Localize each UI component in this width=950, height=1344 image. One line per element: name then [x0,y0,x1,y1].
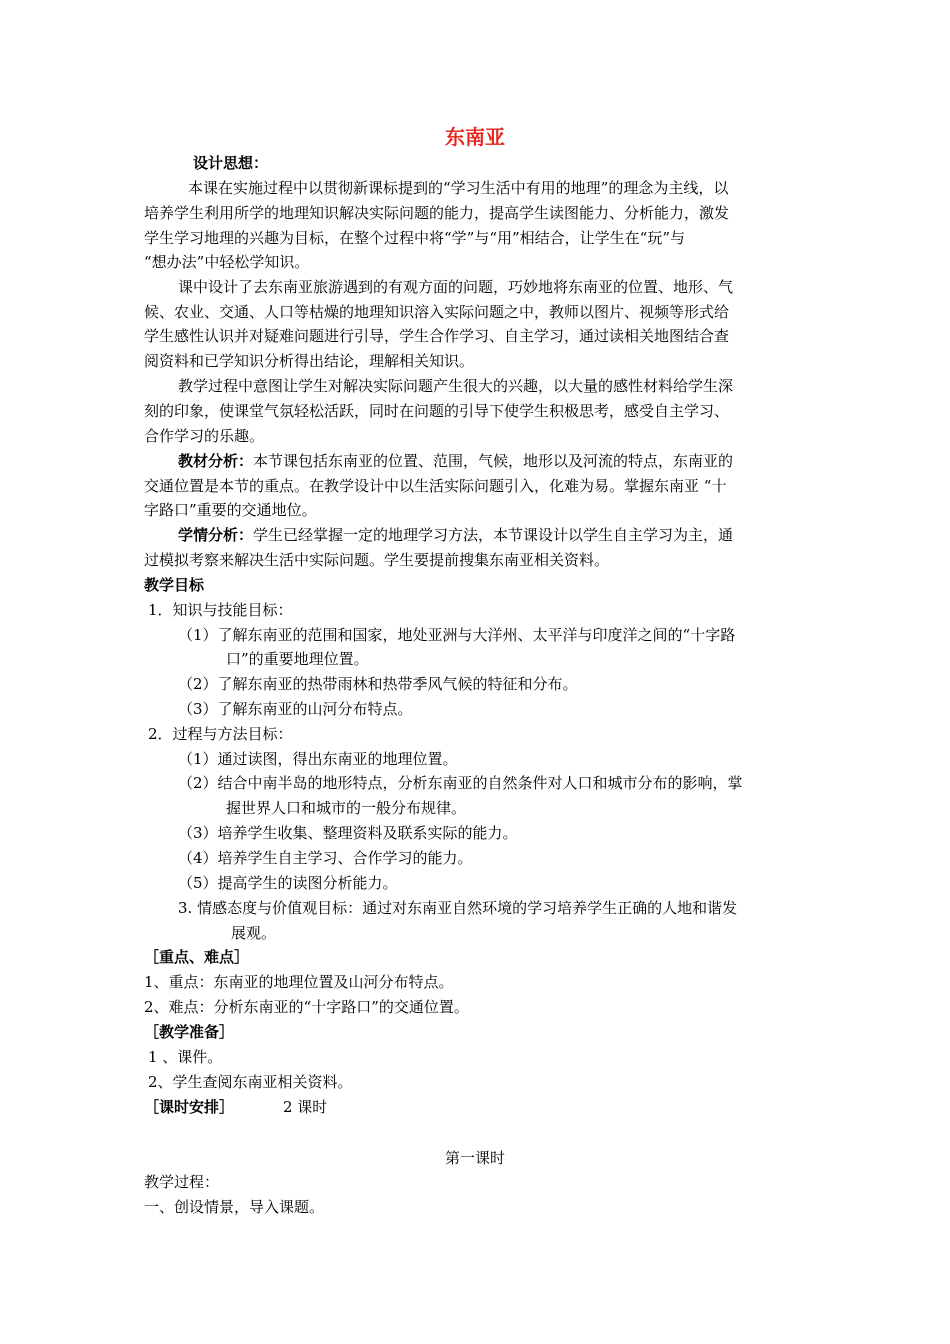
p5-line-1 [178,523,733,547]
goal-1-heading: 1．知识与技能目标： [148,601,293,619]
p1-line-2: 培养学生利用所学的地理知识解决实际问题的能力，提高学生读图能力、分析能力，激发 [144,204,730,222]
goal-1-item: （1）了解东南亚的范围和国家，地处亚洲与大洋州、太平洋与印度洋之间的“十字路 [178,626,736,644]
preparation-item: 1 、课件。 [148,1048,223,1066]
key-point-item: 2、难点：分析东南亚的“十字路口”的交通位置。 [144,998,469,1016]
step-1: 一、创设情景，导入课题。 [144,1198,325,1216]
goal-3-line-1: 3. 情感态度与价值观目标：通过对东南亚自然环境的学习培养学生正确的人地和谐发 [178,899,738,917]
process-label: 教学过程： [144,1173,220,1191]
goals-heading: 教学目标 [144,576,205,594]
p2-line-4: 阅资料和已学知识分析得出结论，理解相关知识。 [144,352,475,370]
goal-3-line-2: 展观。 [231,924,277,942]
goal-1-item: （2）了解东南亚的热带雨林和热带季风气候的特征和分布。 [178,675,578,693]
p1-line-4: “想办法”中轻松学知识。 [144,253,310,271]
p5-label: 学情分析： [178,526,254,544]
preparation-heading: ［教学准备］ [144,1023,235,1041]
p1-line-1: 本课在实施过程中以贯彻新课标提到的“学习生活中有用的地理”的理念为主线，以 [188,179,729,197]
p4-line-2: 交通位置是本节的重点。在教学设计中以生活实际问题引入，化难为易。掌握东南亚 “十 [144,477,727,495]
key-points-heading: ［重点、难点］ [144,948,250,966]
p4-text-1: 本节课包括东南亚的位置、范围，气候，地形以及河流的特点，东南亚的 [253,452,734,470]
p5-line-2: 过模拟考察来解决生活中实际问题。学生要提前搜集东南亚相关资料。 [144,551,610,569]
goal-2-item: （2）结合中南半岛的地形特点，分析东南亚的自然条件对人口和城市分布的影响，掌 [178,774,743,792]
goal-2-item: （4）培养学生自主学习、合作学习的能力。 [178,849,473,867]
goal-2-item: （5）提高学生的读图分析能力。 [178,874,398,892]
p2-line-3: 学生感性认识并对疑难问题进行引导，学生合作学习、自主学习，通过读相关地图结合查 [144,327,730,345]
design-heading: 设计思想： [193,154,269,172]
preparation-item: 2、学生查阅东南亚相关资料。 [148,1073,353,1091]
goal-2-item: （3）培养学生收集、整理资料及联系实际的能力。 [178,824,518,842]
p3-line-2: 刻的印象，使课堂气氛轻松活跃，同时在问题的引导下使学生积极思考，感受自主学习、 [144,402,730,420]
goal-1-item: 口”的重要地理位置。 [226,650,369,668]
p2-line-1: 课中设计了去东南亚旅游遇到的有观方面的问题，巧妙地将东南亚的位置、地形、气 [178,278,734,296]
p4-line-1 [178,449,733,473]
p5-text-1: 学生已经掌握一定的地理学习方法，本节课设计以学生自主学习为主，通 [253,526,734,544]
schedule-value: 2 课时 [283,1098,328,1116]
p4-label: 教材分析： [178,452,254,470]
p3-line-1: 教学过程中意图让学生对解决实际问题产生很大的兴趣，以大量的感性材料给学生深 [178,377,734,395]
key-point-item: 1、重点：东南亚的地理位置及山河分布特点。 [144,973,454,991]
p1-line-3: 学生学习地理的兴趣为目标，在整个过程中将“学”与“用”相结合，让学生在“玩”与 [144,229,686,247]
p2-line-2: 候、农业、交通、人口等枯燥的地理知识溶入实际问题之中，教师以图片、视频等形式给 [144,303,730,321]
goal-2-item: （1）通过读图，得出东南亚的地理位置。 [178,750,458,768]
p3-line-3: 合作学习的乐趣。 [144,427,265,445]
goal-2-heading: 2．过程与方法目标： [148,725,293,743]
p4-line-3: 字路口”重要的交通地位。 [144,501,317,519]
schedule-heading: ［课时安排］ [144,1098,235,1116]
goal-2-item: 握世界人口和城市的一般分布规律。 [226,799,467,817]
goal-1-item: （3）了解东南亚的山河分布特点。 [178,700,413,718]
document-title: 东南亚 [445,125,505,149]
lesson-1-heading: 第一课时 [444,1149,505,1167]
